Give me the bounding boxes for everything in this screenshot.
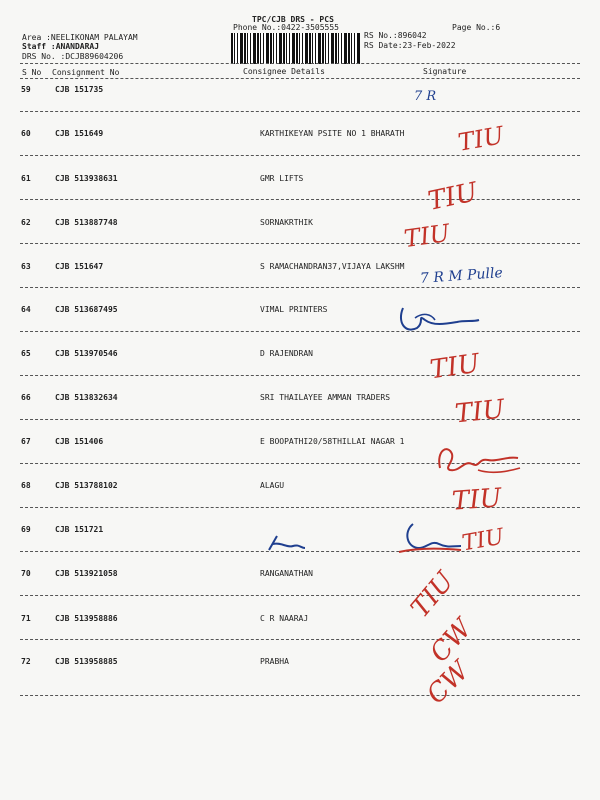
table-row [0, 481, 600, 491]
handwritten-tiu: TIU [428, 348, 482, 386]
row-consignee: PRABHA [260, 657, 289, 666]
row-consignment: CJB 513788102 [55, 481, 118, 490]
column-header-signature: Signature [423, 67, 467, 76]
handwritten-cw: CW [421, 655, 476, 711]
rs-date: RS Date:23-Feb-2022 [364, 41, 456, 50]
row-sno: 67 [21, 437, 31, 446]
row-consignment: CJB 513938631 [55, 174, 118, 183]
row-consignee: S RAMACHANDRAN37,VIJAYA LAKSHM [260, 262, 405, 271]
row-sno: 60 [21, 129, 31, 138]
row-consignee: SORNAKRTHIK [260, 218, 313, 227]
row-consignee: RANGANATHAN [260, 569, 313, 578]
row-consignment: CJB 513921058 [55, 569, 118, 578]
row-sno: 61 [21, 174, 31, 183]
row-consignee: SRI THAILAYEE AMMAN TRADERS [260, 393, 391, 402]
row-sno: 63 [21, 262, 31, 271]
table-row [0, 305, 600, 315]
row-divider [20, 155, 580, 156]
column-header-sno: S No [22, 68, 42, 77]
signature-row-69-ink [395, 518, 465, 558]
rs-number: RS No.:896042 [364, 31, 427, 40]
row-consignment: CJB 513687495 [55, 305, 118, 314]
handwritten-tiu: TIU [425, 177, 481, 217]
row-sno: 68 [21, 481, 31, 490]
row-consignee: E BOOPATHI20/58THILLAI NAGAR 1 [260, 437, 405, 446]
row-divider [20, 595, 580, 596]
row-consignment: CJB 513887748 [55, 218, 118, 227]
table-row [0, 569, 600, 579]
row-consignment: CJB 513958885 [55, 657, 118, 666]
row-sno: 69 [21, 525, 31, 534]
row-consignee: C R NAARAJ [260, 614, 309, 623]
row-divider [20, 331, 580, 332]
row-sno: 64 [21, 305, 31, 314]
table-row [0, 262, 600, 272]
row-sno: 59 [21, 85, 31, 94]
header-divider-top [20, 63, 580, 64]
row-sno: 62 [21, 218, 31, 227]
column-header-consignment: Consignment No [52, 68, 120, 77]
row-consignee: KARTHIKEYAN PSITE NO 1 BHARATH [260, 129, 405, 138]
handwritten-cw: CW [424, 613, 479, 669]
handwritten-tiu: TIU [451, 483, 503, 517]
signature-row-59: 7 R [414, 89, 437, 104]
row-divider [20, 111, 580, 112]
report-title: TPC/CJB DRS - PCS [252, 15, 334, 24]
drs-number: DRS No. :DCJB89604206 [22, 52, 124, 61]
row-consignee: GMR LIFTS [260, 174, 304, 183]
row-consignee: D RAJENDRAN [260, 349, 313, 358]
table-row [0, 393, 600, 403]
row-consignment: CJB 151406 [55, 437, 104, 446]
row-divider [20, 695, 580, 696]
table-row [0, 129, 600, 139]
table-row [0, 614, 600, 624]
row-sno: 66 [21, 393, 31, 402]
column-header-consignee: Consignee Details [243, 67, 325, 76]
header-divider-bottom [20, 78, 580, 79]
row-consignment: CJB 151649 [55, 129, 104, 138]
handwritten-tiu: TIU [460, 524, 506, 557]
row-sno: 65 [21, 349, 31, 358]
row-divider [20, 199, 580, 200]
signature-row-67 [430, 438, 530, 480]
row-consignment: CJB 151735 [55, 85, 104, 94]
row-divider [20, 639, 580, 640]
row-consignment: CJB 513970546 [55, 349, 118, 358]
table-row [0, 657, 600, 667]
handwritten-tiu: TIU [453, 394, 506, 430]
handwritten-tiu: TIU [402, 218, 452, 254]
phone-number: Phone No.:0422-3505555 [233, 23, 339, 32]
row-divider [20, 243, 580, 244]
table-row [0, 85, 600, 95]
signature-row-63: 7 R M Pulle [419, 265, 504, 287]
page-number: Page No.:6 [452, 23, 501, 32]
row-divider [20, 287, 580, 288]
row-consignee: ALAGU [260, 481, 285, 490]
row-sno: 70 [21, 569, 31, 578]
staff-label: Staff :ANANDARAJ [22, 42, 100, 51]
table-row [0, 349, 600, 359]
row-consignment: CJB 151647 [55, 262, 104, 271]
row-consignee: VIMAL PRINTERS [260, 305, 328, 314]
row-consignment: CJB 513958886 [55, 614, 118, 623]
row-divider [20, 375, 580, 376]
row-sno: 72 [21, 657, 31, 666]
area-label: Area :NEELIKONAM PALAYAM [22, 33, 138, 42]
table-row [0, 218, 600, 228]
handwritten-tiu: TIU [455, 121, 506, 157]
barcode [231, 33, 360, 64]
handwritten-tiu: TIU [405, 566, 461, 624]
row-sno: 71 [21, 614, 31, 623]
row-consignment: CJB 151721 [55, 525, 104, 534]
signature-row-64 [395, 300, 485, 340]
table-row [0, 174, 600, 184]
row-consignment: CJB 513832634 [55, 393, 118, 402]
signature-row-69 [265, 532, 309, 554]
